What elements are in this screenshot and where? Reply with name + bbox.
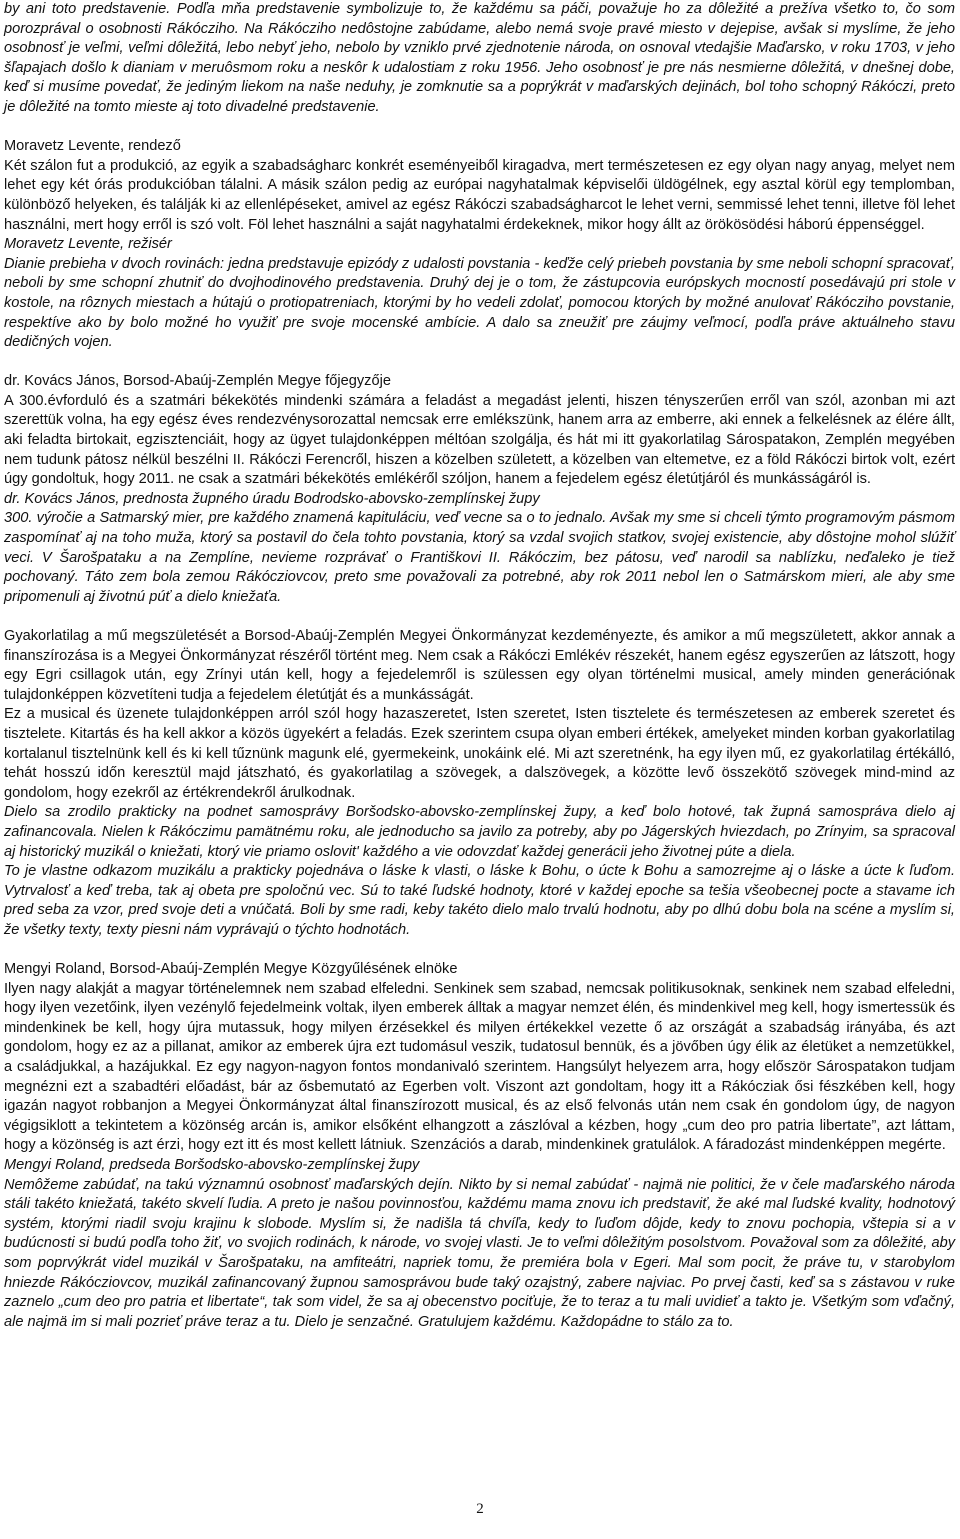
paragraph [4, 0, 955, 118]
paragraph: Ez a musical és üzenete tulajdonképpen arról szól hogy hazaszeretet, Isten szeretet, Isten tisztelete és természetesen az emberek szeretet és tisztelete. Kitartás és ha kell akkor a közös ügyekért a feladás. Ezek szerintem csupa olyan emberi értékek, amelyeket minden korban gyakorlatilag kortalanul tisztelnünk kell és ki kell tűznünk magunk elé, gyermekeink, unokáink elé. Mi azt szeretnénk, ha egy ilyen mű, ez gyakorlatilag értékálló, tehát hosszú időn keresztül majd játszható, és gyakorlatilag a szövegek, a dalszövegek, a közötte levő összekötő szövegek mind-mind az gondolom, hogy ezekről az értékrendekről árulkodnak. [4, 706, 955, 801]
document-body [4, 0, 955, 1332]
paragraph: 300. výročie a Satmarský mier, pre každého znamená kapituláciu, veď vecne sa o to jednalo. Avšak my sme si chceli týmto programovým pásmom zaspomínať aj na toho muža, ktorý sa postavil do čela tohto povstania, ktorý sa vzdal svojich statkov, svojej existencie, aby dôstojne mohol slúžiť veci. V Šarošpataku a na Zemplíne, nevieme rozprávať o Františkovi II. Rákóczim, bez pátosu, veď narodil sa nablízku, neďaleko je tiež pochovaný. Táto zem bola zemou Rákócziovcov, preto sme považovali za potrebné, aby rok 2011 nebol len o Satmárskom mieri, ale aby sme pripomenuli aj životnú púť a dielo kniežaťa. [4, 510, 955, 605]
paragraph: Dianie prebieha v dvoch rovinách: jedna predstavuje epizódy z udalosti povstania - keďže celý priebeh povstania by sme neboli schopní spracovať, neboli by sme schopní zhutniť do dvojhodinového predstavenia. Druhý dej je o tom, že zástupcovia európskych mocností posedávajú pri stole v kostole, na rôznych miestach a hútajú o protiopatreniach, ktorými by ho vedeli zdolať, pomocou ktorých by možné anulovať Rákócziho povstanie, respektíve ako by bolo možné ho využiť pre svoje mocenské ambície. A dalo sa zneužiť pre záujmy veľmocí, podľa práve aktuálneho stavu dedičných vojen. [4, 255, 955, 351]
paragraph: Moravetz Levente, režisér [4, 236, 172, 253]
paragraph: Moravetz Levente, rendező [4, 138, 181, 155]
paragraph: Gyakorlatilag a mű megszületését a Borsod-Abaúj-Zemplén Megyei Önkormányzat kezdeményezte, és amikor a mű megszületett, akkor annak a finanszírozása is a Megyei Önkormányzat részéről történt meg. Nem csak a Rákóczi Emlékév részekét, hanem egész egyszerűen az látszott, hogy egy Egri csillagok után, egy Zrínyi után kell, hogy a fejedelemről is szülessen egy olyan történelmi musical, amely minden generációnak tulajdonképpen közvetíteni tudja a fejedelem életútját és a munkásságát. [4, 628, 955, 703]
text-run: Na Rákócziho nedôstojne zabúdame, alebo nemá svoje pravé miesto v dejepise, avšak si myslíme, že jeho osobnosť je veľmi, veľmi dôležitá, lebo nebyť jeho, nebolo by vzniklo prvé zjednotenie národa, on osnoval vtedajšie Maďarsko, v roku 1703, v jeho šľapajach došlo k dianiam v meruôsmom roku a neskôr k udalostiam z roku 1956. [4, 20, 955, 76]
paragraph: Mengyi Roland, predseda Boršodsko-abovsko-zemplínskej župy [4, 1157, 420, 1174]
paragraph: Két szálon fut a produkció, az egyik a szabadságharc konkrét eseményeiből kiragadva, mert természetesen ez egy olyan nagy anyag, melyet nem lehet egy két órás produkcióban tálalni. A másik szálon pedig az európai nagyhatalmak képviselői üldögélnek, egy asztal körül egy templomban, különböző helyeken, és találják ki az ellenlépéseket, amivel az egész Rákóczi szabadságharcot le lehet verni, semmissé lehet tenni, illetve föl lehet használni, mert hogy erről is szó volt. Föl lehet használni a saját nagyhatalmi érdekeknek, mikor hogy állt az örökösödési háború éppenséggel. [4, 157, 955, 233]
paragraph: Ilyen nagy alakját a magyar történelemnek nem szabad elfeledni. Senkinek sem szabad, nemcsak politikusoknak, senkinek nem szabad elfeledni, hogy ilyen vezetőink, ilyen vezénylő fejedelmeink voltak, ilyen emberek álltak a magyar nemzet élén, és mindenkivel meg kell, hogy ismertessük és mindenkinek be kell, hogy újra mutassuk, hogy milyen érzésekkel és milyen értékekkel vezette ő az országát a szabadság irányába, és azt gondolom, hogy ez az a pillanat, amikor az emberek újra ezt tudomásul veszik, tudatosul bennük, és a jövőben úgy élik az életüket a nemzetükkel, a családjukkal, a hazájukkal. Ez egy nagyon-nagyon fontos mondanivaló szerintem. Hangsúlyt helyezem arra, hogy először Sárospatakon tudjam megnézni ezt a szabadtéri előadást, bár az ősbemutató az Egerben volt. Viszont azt gondoltam, hogy itt a Rákócziak ősi fészkében kell, hogy igazán nagyot robbanjon a Megyei Önkormányzat által finanszírozott musical, és az első felvonás után nem csak én gondolom úgy, de nagyon végigsiklott a tekintetem a közönség arcán is, amikor elsőként elhangzott a zászlóval a kézben, hogy „cum deo pro patria libertate”, azt láttam, hogy a közönség is azt érzi, hogy ezt itt és most kellett látniuk. Szenzációs a darab, mindenkinek gratulálok. A fáradozást mindenképpen megérte. [4, 980, 955, 1154]
paragraph-gap [4, 353, 955, 373]
text-run: by ani toto predstavenie. Podľa mňa predstavenie symbolizuje to, že každému sa páči, považuje ho za dôležité a prežíva všetko to, čo som porozprával o osobnosti Rákócziho. [4, 1, 955, 37]
paragraph-gap [4, 941, 955, 961]
paragraph: A 300.évforduló és a szatmári békekötés mindenki számára a feladást a megadást jelenti, hiszen tényszerűen erről van szól, azonban mi azt szerettük volna, ha egy egész éves rendezvénysorozattal nemcsak erre emlékszünk, hanem arra az emberre, aki ennek a felkelésnek az élére állt, aki feladta birtokait, egzisztenciáit, hogy az ügyet tulajdonképpen méltóan szolgálja, és hát mi itt gyakorlatilag Sárospatakon, Zemplén megyében nem tudunk pátosz nélkül beszélni II. Rákóczi Ferencről, hiszen a közelben született, a közelben van eltemetve, ez a föld Rákóczi birtok volt, ezért úgy gondoltuk, hogy 2011. ne csak a szatmári békekötés emlékéről szóljon, hanem a fejedelem egész életútjáról és munkásságáról is. [4, 392, 955, 488]
text-run: Jeho osobnosť je pre nás nesmierne dôležitá, v dnešnej dobe, keď si musíme povedať, že jediným liekom na naše neduhy, je zomknutie sa a poprýkrát v maďarských dejinách, bol toho schopný Rákóczi, preto je dôležité na tomto mieste aj toto divadelné predstavenie. [4, 59, 955, 115]
paragraph-gap [4, 118, 955, 138]
paragraph: Dielo sa zrodilo prakticky na podnet samosprávy Boršodsko-abovsko-zemplínskej župy, a keď bolo hotové, tak župná samospráva dielo aj zafinancovala. Nielen k Rákóczimu pamätnému roku, ale jednoducho sa javilo za potreby, aby po Jágerských hviezdach, po Zrínyim, sa spracoval aj historický muzikál o kniežati, ktorý vie priamo oslovit' každého a vie odovzdať každej generácii jeho životnej púte a diela. [4, 804, 955, 860]
paragraph: Mengyi Roland, Borsod-Abaúj-Zemplén Megye Közgyűlésének elnöke [4, 961, 458, 978]
page-number: 2 [476, 1501, 484, 1517]
paragraph: To je vlastne odkazom muzikálu a prakticky pojednáva o láske k vlasti, o láske k Bohu, o úcte k Bohu a samozrejme aj o láske a úcte k ľuďom. Vytrvalosť a keď treba, tak aj obeta pre spoločnú vec. Sú to také ľudské hodnoty, ktoré v každej epoche sa tešia všeobecnej pocte a stavame ich pred seba za vzor, pred svoje deti a vnúčatá. Boli by sme radi, keby takéto dielo malo trvalú hodnotu, aby po dlhú dobu bola na scéne a myslím si, že všetky texty, texty piesni nám vyprávajú o týchto hodnotách. [4, 863, 955, 938]
paragraph: dr. Kovács János, prednosta župného úradu Bodrodsko-abovsko-zemplínskej župy [4, 490, 540, 507]
paragraph: Nemôžeme zabúdať, na takú významnú osobnosť maďarských dejín. Nikto by si nemal zabúdať - najmä nie politici, že v čele maďarského národa stáli takéto kniežatá, takéto skvelí ľudia. A preto je našou povinnosťou, každému mama znovu ich predstaviť, že aké mal ľudské kvality, hodnotový systém, ktorými riadil svoju krajinu k slobode. Myslím si, že nadišla tá chvíľa, kedy to ľuďom dôjde, kedy to znovu pochopia, vštepia si a v budúcnosti si budú podľa toho žiť, vo svojich rodinách, k národe, vo svojej vlasti. Je to veľmi dôležitým posolstvom. Považoval som za dôležité, aby som poprvýkrát videl muzikál v Šarošpataku, na amfiteátri, napriek tomu, že premiéra bola v Egeri. Mal som pocit, že práve tu, v starobylom hniezde Rákócziovcov, muzikál zafinancovaný župnou samosprávou bude taký ozajstný, zabere najviac. Po prvej časti, keď sa s zástavou v ruke zaznelo „cum deo pro patria et libertate“, tak som videl, že sa aj obecenstvo pociťuje, že to teraz a tu mali uvidieť a takto je. Všetkým som vďačný, ale najmä im si mali pozrieť práve teraz a tu. Dielo je senzačné. Gratulujem každému. Každopádne to stálo za to. [4, 1176, 955, 1330]
paragraph: dr. Kovács János, Borsod-Abaúj-Zemplén Megye főjegyzője [4, 373, 391, 390]
paragraph-gap [4, 607, 955, 627]
